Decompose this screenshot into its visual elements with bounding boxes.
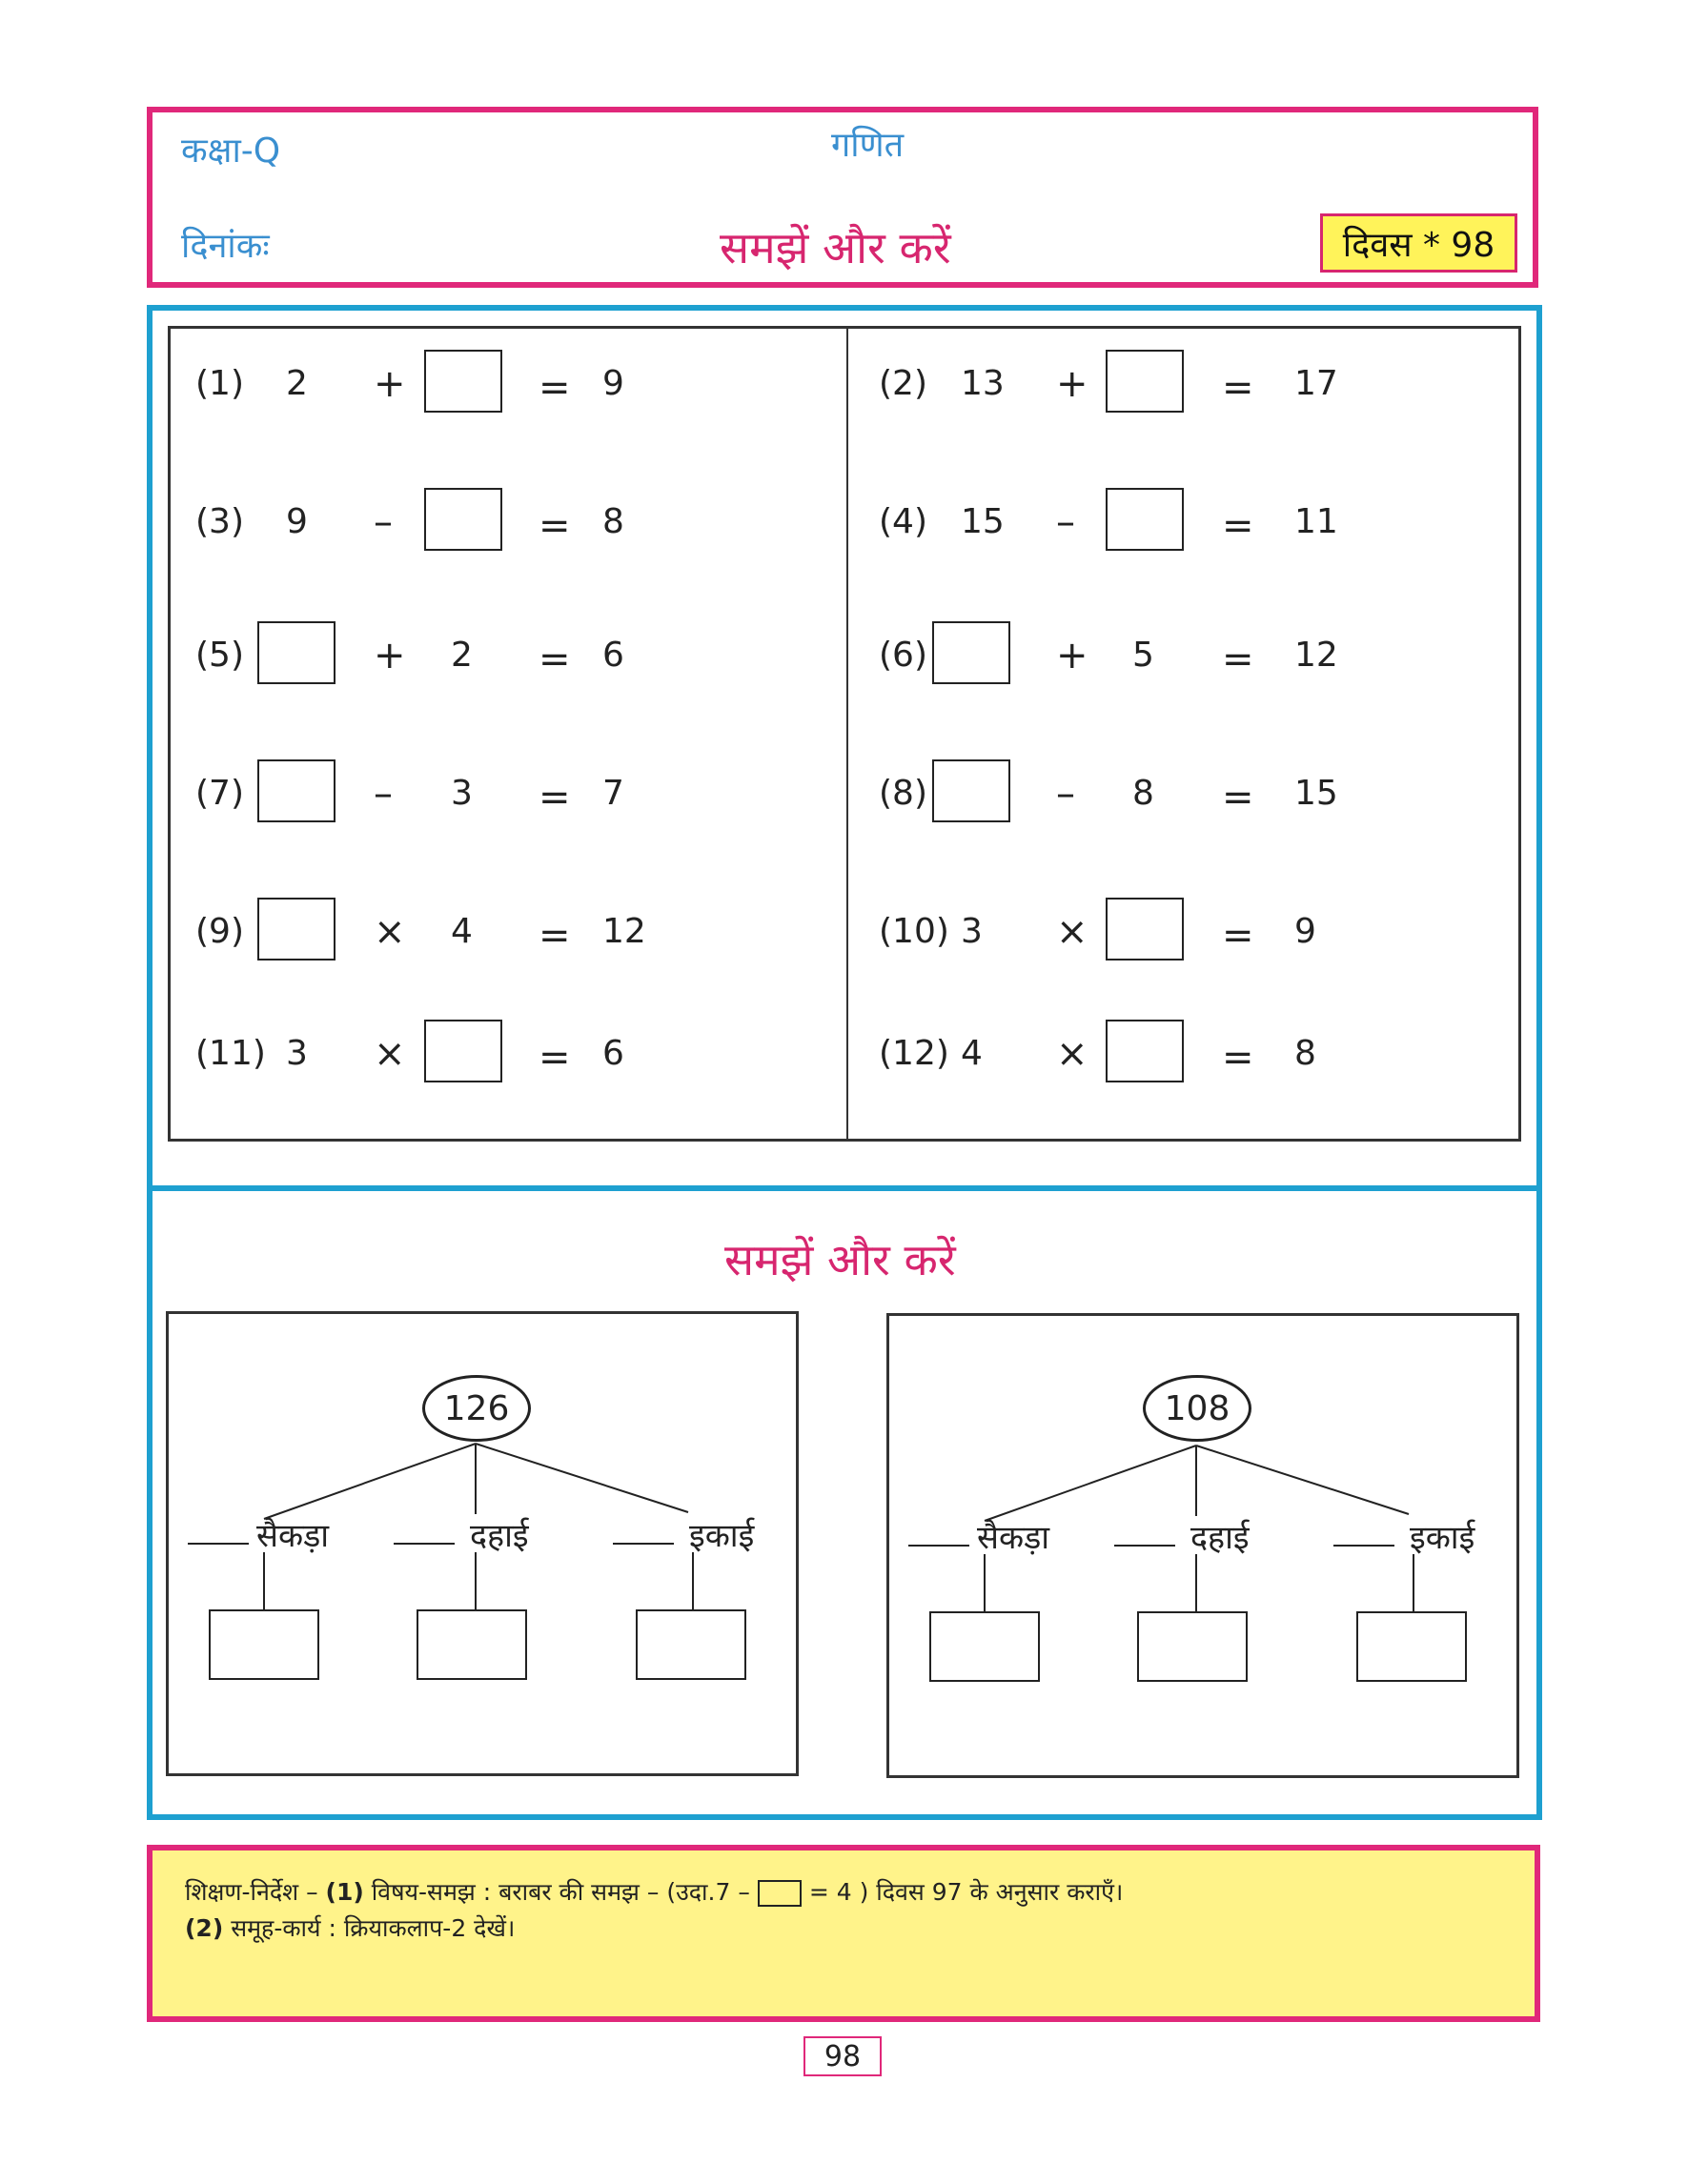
operand-a: 15 <box>961 502 1005 541</box>
operand-a: 4 <box>961 1034 983 1073</box>
instruction-text-1a: विषय-समझ : बराबर की समझ – (उदा.7 – <box>363 1878 750 1906</box>
instruction-line-2 <box>185 1911 515 1944</box>
question-number: (9) <box>195 912 244 951</box>
blank-line[interactable] <box>613 1543 674 1545</box>
blank-line[interactable] <box>1333 1545 1394 1547</box>
answer-box-ones[interactable] <box>1356 1611 1467 1682</box>
answer-box[interactable] <box>257 759 336 822</box>
day-badge: दिवस * 98 <box>1320 213 1517 273</box>
operand-a: 2 <box>286 364 308 403</box>
answer-box[interactable] <box>1106 1020 1184 1082</box>
question-number: (5) <box>195 636 244 675</box>
equals-sign: = <box>1222 366 1254 410</box>
operator-sign: × <box>1056 910 1088 954</box>
blank-line[interactable] <box>1114 1545 1175 1547</box>
date-label: दिनांकः <box>181 227 270 266</box>
operand-b: 3 <box>451 774 473 813</box>
operator-sign: + <box>374 634 406 677</box>
operator-sign: – <box>374 772 393 816</box>
question-number: (10) <box>879 912 949 951</box>
equals-sign: = <box>1222 914 1254 958</box>
tree-box-2 <box>886 1313 1519 1778</box>
instruction-prefix: शिक्षण-निर्देश – <box>185 1878 326 1906</box>
answer-box[interactable] <box>1106 898 1184 961</box>
blank-line[interactable] <box>394 1543 455 1545</box>
result-value: 8 <box>1294 1034 1316 1073</box>
question-number: (8) <box>879 774 927 813</box>
result-value: 6 <box>602 1034 624 1073</box>
tree-box-1 <box>166 1311 799 1776</box>
label-tens: दहाई <box>470 1517 529 1555</box>
question-number: (2) <box>879 364 927 403</box>
result-value: 17 <box>1294 364 1338 403</box>
panel-divider <box>153 1185 1536 1191</box>
operand-b: 8 <box>1132 774 1154 813</box>
result-value: 8 <box>602 502 624 541</box>
blank-line[interactable] <box>188 1543 249 1545</box>
result-value: 7 <box>602 774 624 813</box>
operator-sign: + <box>1056 362 1088 406</box>
label-hundreds: सैकड़ा <box>977 1519 1050 1557</box>
operator-sign: × <box>374 1032 406 1076</box>
answer-box[interactable] <box>932 759 1010 822</box>
operand-a: 3 <box>961 912 983 951</box>
answer-box-tens[interactable] <box>1137 1611 1248 1682</box>
question-number: (6) <box>879 636 927 675</box>
equals-sign: = <box>1222 504 1254 548</box>
answer-box-hundreds[interactable] <box>929 1611 1040 1682</box>
equals-sign: = <box>1222 776 1254 819</box>
answer-box[interactable] <box>257 898 336 961</box>
result-value: 11 <box>1294 502 1338 541</box>
instruction-num-1: (1) <box>325 1878 364 1906</box>
question-number: (4) <box>879 502 927 541</box>
equals-sign: = <box>539 637 571 681</box>
instruction-text-1b: = 4 ) दिवस 97 के अनुसार कराएँ। <box>808 1878 1124 1906</box>
answer-box[interactable] <box>932 621 1010 684</box>
operator-sign: + <box>1056 634 1088 677</box>
class-label: कक्षा-Q <box>181 131 281 171</box>
operator-sign: + <box>374 362 406 406</box>
operator-sign: × <box>374 910 406 954</box>
operand-a: 13 <box>961 364 1005 403</box>
operand-b: 2 <box>451 636 473 675</box>
answer-box[interactable] <box>1106 488 1184 551</box>
subject-label: गणित <box>831 126 905 165</box>
operand-b: 5 <box>1132 636 1154 675</box>
result-value: 9 <box>1294 912 1316 951</box>
instructions-box <box>147 1845 1540 2022</box>
answer-box[interactable] <box>424 350 502 413</box>
number-circle-1: 126 <box>422 1375 531 1442</box>
number-circle-2: 108 <box>1143 1375 1251 1442</box>
operator-sign: × <box>1056 1032 1088 1076</box>
section-title: समझें और करें <box>724 1234 956 1285</box>
equals-sign: = <box>1222 637 1254 681</box>
question-number: (7) <box>195 774 244 813</box>
label-hundreds: सैकड़ा <box>256 1517 330 1555</box>
label-tens: दहाई <box>1190 1519 1250 1557</box>
result-value: 12 <box>602 912 646 951</box>
equals-sign: = <box>539 504 571 548</box>
answer-box[interactable] <box>257 621 336 684</box>
page-title: समझें और करें <box>720 222 951 273</box>
question-number: (11) <box>195 1034 266 1073</box>
header-box <box>147 107 1538 288</box>
column-divider <box>846 329 848 1139</box>
question-number: (12) <box>879 1034 949 1073</box>
example-blank-box <box>758 1880 802 1907</box>
operator-sign: – <box>374 500 393 544</box>
instruction-line-1 <box>185 1875 1123 1908</box>
equals-sign: = <box>1222 1036 1254 1080</box>
label-ones: इकाई <box>689 1517 755 1555</box>
answer-box[interactable] <box>424 488 502 551</box>
result-value: 6 <box>602 636 624 675</box>
operator-sign: – <box>1056 500 1075 544</box>
result-value: 15 <box>1294 774 1338 813</box>
operand-b: 4 <box>451 912 473 951</box>
operand-a: 9 <box>286 502 308 541</box>
result-value: 9 <box>602 364 624 403</box>
question-number: (3) <box>195 502 244 541</box>
question-number: (1) <box>195 364 244 403</box>
answer-box-hundreds[interactable] <box>209 1609 319 1680</box>
instruction-num-2: (2) <box>185 1914 224 1942</box>
equals-sign: = <box>539 914 571 958</box>
equals-sign: = <box>539 776 571 819</box>
equals-sign: = <box>539 366 571 410</box>
label-ones: इकाई <box>1410 1519 1475 1557</box>
operand-a: 3 <box>286 1034 308 1073</box>
result-value: 12 <box>1294 636 1338 675</box>
equals-sign: = <box>539 1036 571 1080</box>
page-number: 98 <box>803 2036 882 2076</box>
operator-sign: – <box>1056 772 1075 816</box>
instruction-text-2: समूह-कार्य : क्रियाकलाप-2 देखें। <box>223 1914 516 1942</box>
answer-box-ones[interactable] <box>636 1609 746 1680</box>
equations-table <box>168 326 1521 1142</box>
answer-box[interactable] <box>424 1020 502 1082</box>
answer-box[interactable] <box>1106 350 1184 413</box>
blank-line[interactable] <box>908 1545 969 1547</box>
answer-box-tens[interactable] <box>417 1609 527 1680</box>
